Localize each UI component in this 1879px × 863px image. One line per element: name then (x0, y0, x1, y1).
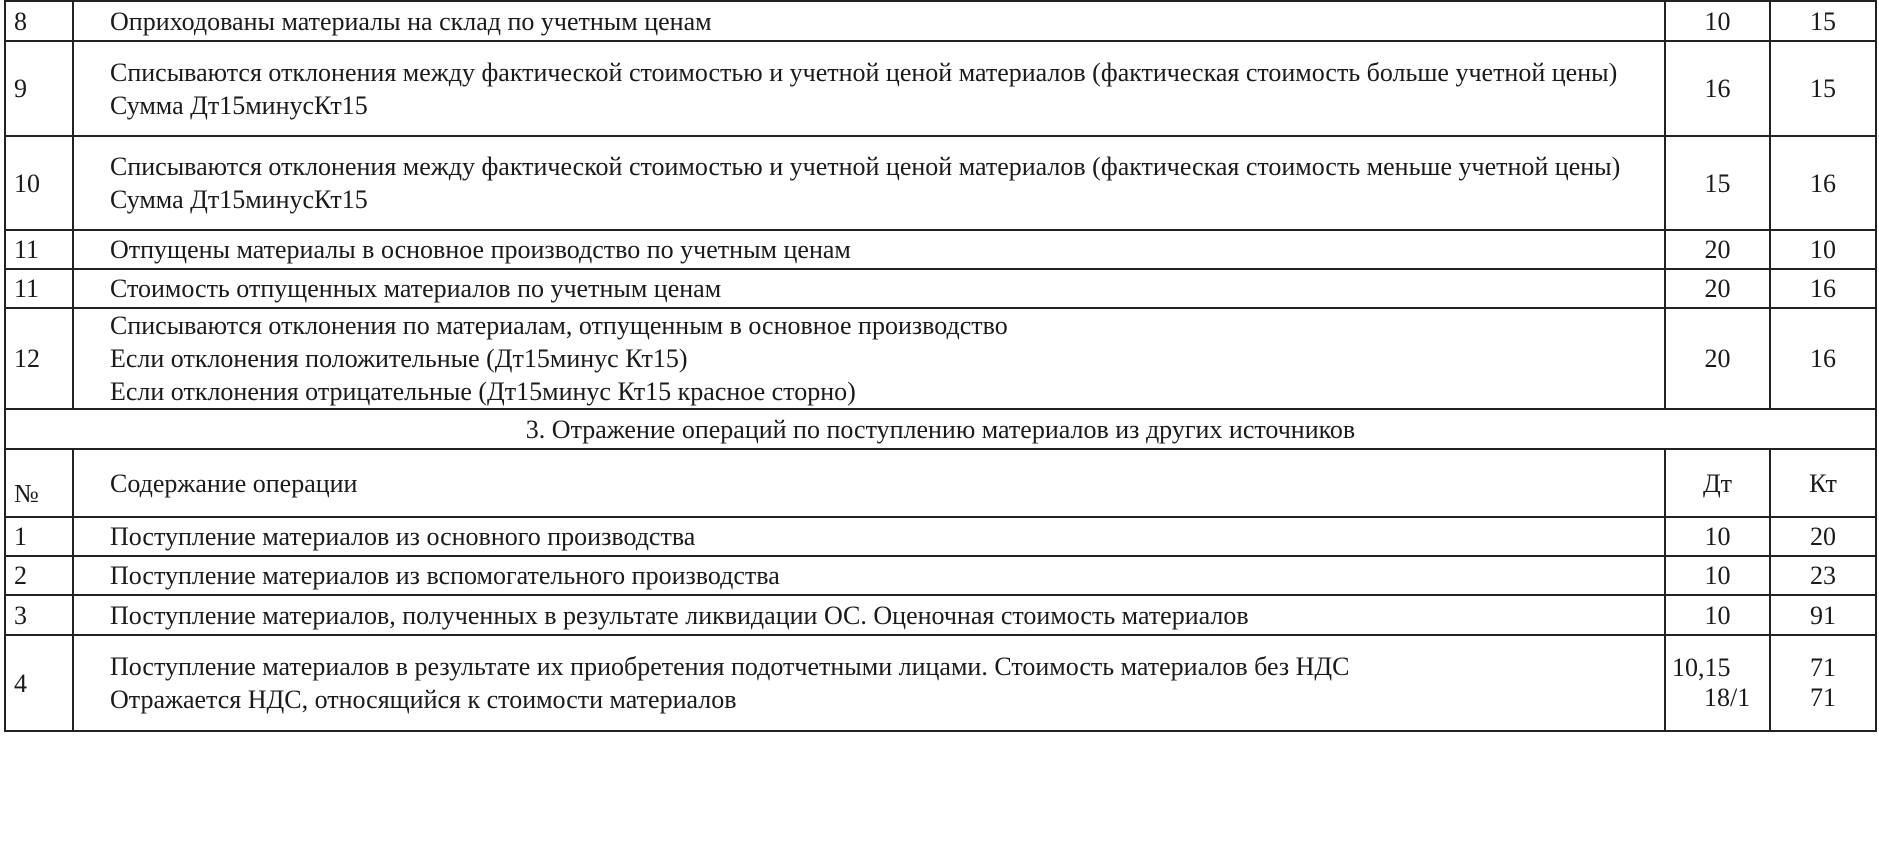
operation-content (73, 269, 1665, 308)
debit-account: 10 (1665, 517, 1770, 556)
table-row (5, 1, 1876, 41)
operation-text: Поступление материалов в результате их приобретения подотчетными лицами. Стоимость материалов без НДС (110, 652, 1350, 681)
operation-text: Сумма Дт15минусКт15 (110, 185, 368, 214)
debit-account: 20 (1665, 230, 1770, 269)
debit-account: 16 (1665, 41, 1770, 136)
row-number: 11 (5, 269, 73, 308)
operation-text: Стоимость отпущенных материалов по учетным ценам (110, 274, 722, 303)
debit-account: 10 (1665, 556, 1770, 595)
debit-account: 10 (1665, 1, 1770, 41)
operation-text: Поступление материалов из основного производства (110, 522, 696, 551)
table-row (5, 556, 1876, 595)
row-number: 3 (5, 595, 73, 635)
debit-account (1665, 635, 1770, 731)
row-number: 9 (5, 41, 73, 136)
debit-account-line: 18/1 (1704, 683, 1751, 712)
table-row (5, 269, 1876, 308)
row-number: 1 (5, 517, 73, 556)
credit-account: 23 (1770, 556, 1876, 595)
table-row (5, 41, 1876, 136)
accounting-entries-table (4, 0, 1877, 732)
operation-text: Оприходованы материалы на склад по учетным ценам (110, 6, 712, 36)
header-number: № (5, 449, 73, 517)
operation-content (73, 308, 1665, 409)
header-row (5, 449, 1876, 517)
operation-text: Если отклонения положительные (Дт15минус Кт15) (110, 344, 688, 373)
table-row (5, 595, 1876, 635)
table-row (5, 517, 1876, 556)
credit-account: 15 (1770, 41, 1876, 136)
operation-content (73, 635, 1665, 731)
credit-account: 16 (1770, 136, 1876, 230)
table-row (5, 230, 1876, 269)
operation-content (73, 41, 1665, 136)
section-title: 3. Отражение операций по поступлению материалов из других источников (5, 409, 1876, 449)
operation-content (73, 136, 1665, 230)
header-content (73, 449, 1665, 517)
table-row (5, 136, 1876, 230)
operation-text: Списываются отклонения по материалам, отпущенным в основное производство (110, 311, 1008, 340)
row-number: 2 (5, 556, 73, 595)
operation-text: Отражается НДС, относящийся к стоимости материалов (110, 685, 737, 714)
credit-account-line: 71 (1810, 683, 1836, 712)
header-debit: Дт (1665, 449, 1770, 517)
operation-text: Если отклонения отрицательные (Дт15минус Кт15 красное сторно) (110, 377, 856, 406)
operation-text: Списываются отклонения между фактической стоимостью и учетной ценой материалов (фактическая стоимость меньше учетной цены) (110, 152, 1621, 181)
credit-account: 16 (1770, 269, 1876, 308)
operation-content (73, 230, 1665, 269)
debit-account: 10 (1665, 595, 1770, 635)
operation-content (73, 595, 1665, 635)
debit-account-line: 10,15 (1672, 653, 1731, 682)
header-content-label: Содержание операции (110, 468, 358, 498)
row-number: 11 (5, 230, 73, 269)
credit-account: 10 (1770, 230, 1876, 269)
operation-text: Списываются отклонения между фактической стоимостью и учетной ценой материалов (фактическая стоимость больше учетной цены) (110, 57, 1618, 87)
credit-account (1770, 635, 1876, 731)
row-number: 10 (5, 136, 73, 230)
table-row (5, 308, 1876, 409)
operation-text: Поступление материалов из вспомогательного производства (110, 561, 780, 590)
table-row (5, 635, 1876, 731)
credit-account: 20 (1770, 517, 1876, 556)
row-number: 8 (5, 1, 73, 41)
debit-account: 20 (1665, 308, 1770, 409)
operation-text: Сумма Дт15минусКт15 (110, 90, 368, 120)
credit-account: 91 (1770, 595, 1876, 635)
credit-account: 15 (1770, 1, 1876, 41)
header-credit: Кт (1770, 449, 1876, 517)
debit-account: 15 (1665, 136, 1770, 230)
section-title-row (5, 409, 1876, 449)
operation-content (73, 517, 1665, 556)
row-number: 12 (5, 308, 73, 409)
operation-text: Отпущены материалы в основное производство по учетным ценам (110, 235, 851, 264)
operation-content (73, 556, 1665, 595)
credit-account: 16 (1770, 308, 1876, 409)
operation-content (73, 1, 1665, 41)
debit-account: 20 (1665, 269, 1770, 308)
credit-account-line: 71 (1810, 653, 1836, 682)
row-number: 4 (5, 635, 73, 731)
operation-text: Поступление материалов, полученных в результате ликвидации ОС. Оценочная стоимость материалов (110, 600, 1249, 630)
